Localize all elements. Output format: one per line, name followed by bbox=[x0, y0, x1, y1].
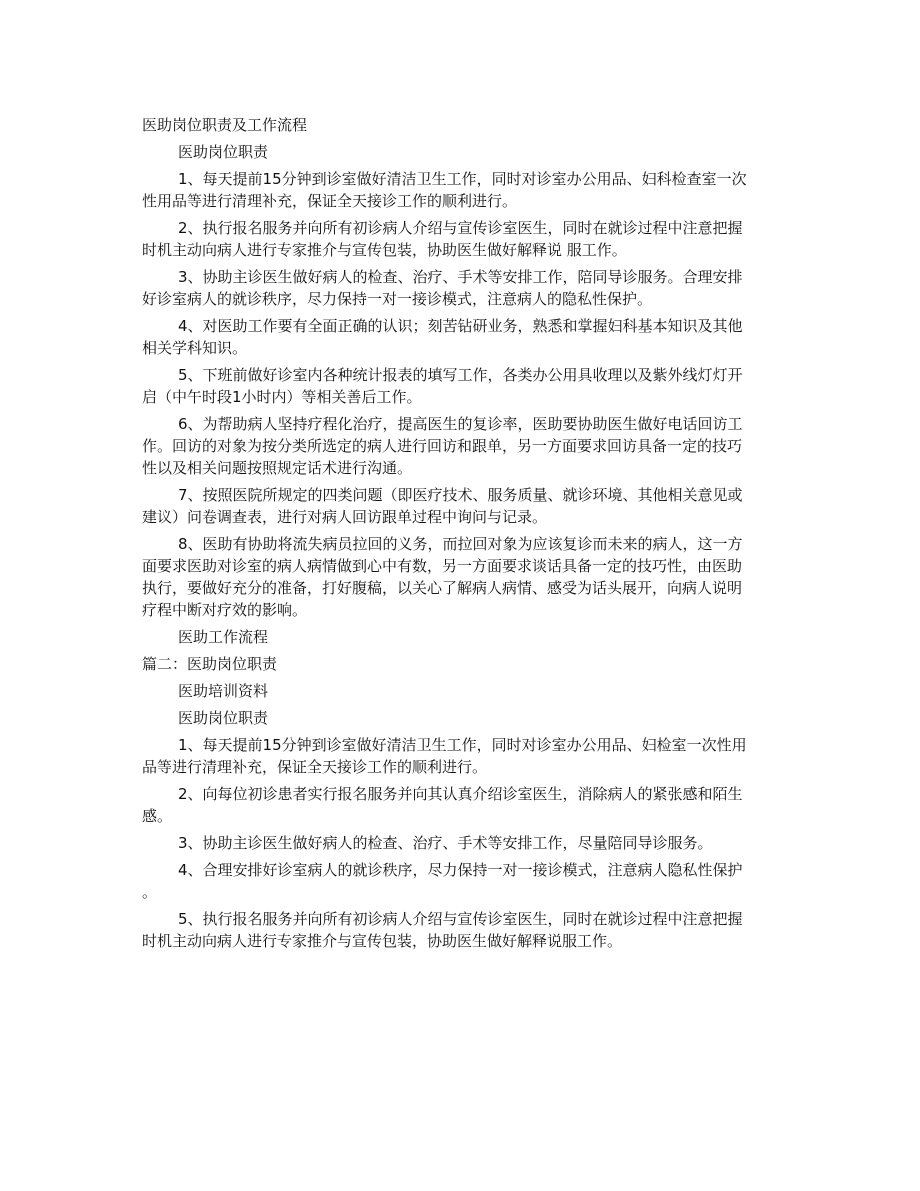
paragraph bbox=[142, 908, 778, 952]
document-title: 医助岗位职责及工作流程 bbox=[142, 116, 308, 134]
paragraph bbox=[142, 734, 778, 778]
text-line: 性用品等进行清理补充，保证全天接诊工作的顺利进行。 bbox=[142, 192, 518, 210]
text-line: 1、每天提前15分钟到诊室做好清洁卫生工作，同时对诊室办公用品、妇科检查室一次 bbox=[178, 170, 747, 188]
paragraph bbox=[142, 266, 778, 310]
text-line: 5、执行报名服务并向所有初诊病人介绍与宣传诊室医生，同时在就诊过程中注意把握 bbox=[178, 910, 743, 928]
text-line: 2、执行报名服务并向所有初诊病人介绍与宣传诊室医生，同时在就诊过程中注意把握 bbox=[178, 219, 743, 237]
document-body bbox=[142, 114, 778, 957]
text-line: 面要求医助对诊室的病人病情做到心中有数，另一方面要求谈话具备一定的技巧性，由医助 bbox=[142, 557, 743, 575]
paragraph bbox=[142, 315, 778, 359]
text-line: 4、合理安排好诊室病人的就诊秩序，尽力保持一对一接诊模式，注意病人隐私性保护 bbox=[178, 861, 743, 879]
text-line: 疗程中断对疗效的影响。 bbox=[142, 601, 308, 619]
text-line: 感。 bbox=[142, 807, 173, 825]
paragraph bbox=[142, 217, 778, 261]
paragraph bbox=[142, 859, 778, 903]
paragraph bbox=[142, 783, 778, 827]
paragraph bbox=[142, 413, 778, 479]
section-heading: 医助培训资料 bbox=[178, 682, 269, 700]
text-line: 2、向每位初诊患者实行报名服务并向其认真介绍诊室医生，消除病人的紧张感和陌生 bbox=[178, 785, 743, 803]
text-line: 8、医助有协助将流失病员拉回的义务，而拉回对象为应该复诊而未来的病人，这一方 bbox=[178, 535, 743, 553]
text-line: 作。回访的对象为按分类所选定的病人进行回访和跟单，另一方面要求回访具备一定的技巧 bbox=[142, 437, 743, 455]
part-heading: 篇二：医助岗位职责 bbox=[142, 655, 278, 673]
text-line: 时机主动向病人进行专家推介与宣传包装，协助医生做好解释说 服工作。 bbox=[142, 241, 627, 259]
text-line: 1、每天提前15分钟到诊室做好清洁卫生工作，同时对诊室办公用品、妇检室一次性用 bbox=[178, 736, 747, 754]
text-line: 品等进行清理补充，保证全天接诊工作的顺利进行。 bbox=[142, 758, 488, 776]
text-line: 建议）问卷调查表，进行对病人回访跟单过程中询问与记录。 bbox=[142, 508, 548, 526]
text-line: 时机主动向病人进行专家推介与宣传包装，协助医生做好解释说服工作。 bbox=[142, 932, 623, 950]
text-line: 3、协助主诊医生做好病人的检查、治疗、手术等安排工作，尽量陪同导诊服务。 bbox=[178, 834, 713, 852]
paragraph bbox=[142, 364, 778, 408]
text-line: 5、下班前做好诊室内各种统计报表的填写工作，各类办公用具收理以及紫外线灯灯开 bbox=[178, 366, 743, 384]
text-line: 6、为帮助病人坚持疗程化治疗，提高医生的复诊率，医助要协助医生做好电话回访工 bbox=[178, 415, 743, 433]
text-line: 好诊室病人的就诊秩序，尽力保持一对一接诊模式，注意病人的隐私性保护。 bbox=[142, 290, 653, 308]
text-line: 。 bbox=[142, 883, 158, 901]
text-line: 相关学科知识。 bbox=[142, 339, 248, 357]
section-heading: 医助工作流程 bbox=[178, 628, 269, 646]
section-heading: 医助岗位职责 bbox=[178, 709, 269, 727]
section-heading: 医助岗位职责 bbox=[178, 143, 269, 161]
paragraph bbox=[142, 832, 778, 854]
text-line: 启（中午时段1小时内）等相关善后工作。 bbox=[142, 388, 422, 406]
paragraph bbox=[142, 168, 778, 212]
text-line: 执行，要做好充分的准备，打好腹稿，以关心了解病人病情、感受为话头展开，向病人说明 bbox=[142, 579, 743, 597]
text-line: 性以及相关问题按照规定话术进行沟通。 bbox=[142, 459, 413, 477]
paragraph bbox=[142, 484, 778, 528]
text-line: 3、协助主诊医生做好病人的检查、治疗、手术等安排工作，陪同导诊服务。合理安排 bbox=[178, 268, 743, 286]
text-line: 4、对医助工作要有全面正确的认识；刻苦钻研业务，熟悉和掌握妇科基本知识及其他 bbox=[178, 317, 743, 335]
text-line: 7、按照医院所规定的四类问题（即医疗技术、服务质量、就诊环境、其他相关意见或 bbox=[178, 486, 743, 504]
paragraph bbox=[142, 533, 778, 621]
